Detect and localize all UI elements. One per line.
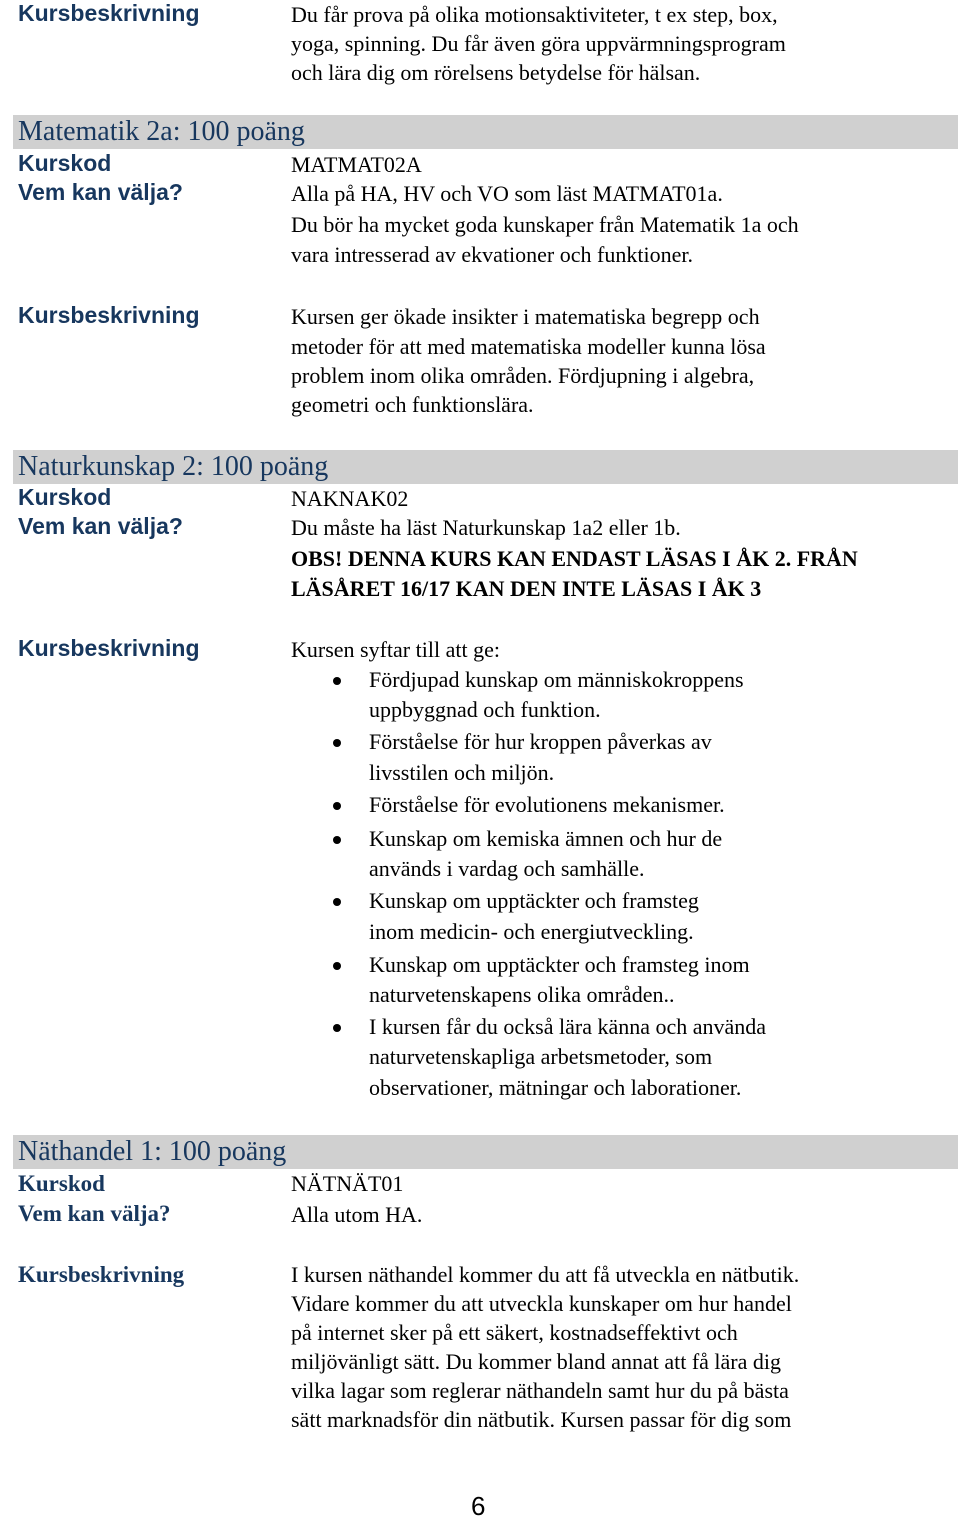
section-heading-matematik: Matematik 2a: 100 poäng	[18, 116, 305, 147]
kursbeskrivning-label: Kursbeskrivning	[18, 1262, 185, 1287]
obs-notice-line: LÄSÅRET 16/17 KAN DEN INTE LÄSAS I ÅK 3	[291, 576, 762, 601]
list-item: Förståelse för evolutionens mekanismer.	[369, 792, 725, 817]
desc-line: I kursen näthandel kommer du att få utveckla en nätbutik.	[291, 1262, 800, 1287]
vem-label: Vem kan välja?	[18, 1201, 171, 1226]
who-line: Du måste ha läst Naturkunskap 1a2 eller 1b.	[291, 515, 681, 540]
list-item: Kunskap om upptäckter och framsteg	[369, 888, 699, 913]
course-code: MATMAT02A	[291, 152, 422, 177]
top-desc-label: Kursbeskrivning	[18, 0, 200, 26]
vem-label: Vem kan välja?	[18, 179, 183, 205]
list-item: Förståelse för hur kroppen påverkas av	[369, 729, 712, 754]
desc-line: miljövänligt sätt. Du kommer bland annat att få lära dig	[291, 1349, 781, 1374]
list-item: Fördjupad kunskap om människokroppens	[369, 667, 744, 692]
kursbeskrivning-label: Kursbeskrivning	[18, 302, 200, 328]
vem-label: Vem kan välja?	[18, 513, 183, 539]
section-heading-naturkunskap: Naturkunskap 2: 100 poäng	[18, 451, 329, 482]
desc-line: metoder för att med matematiska modeller kunna lösa	[291, 334, 766, 359]
top-desc-line: yoga, spinning. Du får även göra uppvärmningsprogram	[291, 31, 786, 56]
list-item: används i vardag och samhälle.	[369, 856, 645, 881]
list-item: Kunskap om upptäckter och framsteg inom	[369, 952, 750, 977]
section-heading-nathandel: Näthandel 1: 100 poäng	[18, 1136, 287, 1167]
list-item: Kunskap om kemiska ämnen och hur de	[369, 826, 723, 851]
bullet-icon	[333, 1024, 341, 1032]
who-line: Alla på HA, HV och VO som läst MATMAT01a.	[291, 181, 723, 206]
list-item: livsstilen och miljön.	[369, 760, 555, 785]
list-item: inom medicin- och energiutveckling.	[369, 919, 694, 944]
kurskod-label: Kurskod	[18, 1171, 105, 1196]
desc-line: geometri och funktionslära.	[291, 392, 534, 417]
desc-line: Vidare kommer du att utveckla kunskaper om hur handel	[291, 1291, 792, 1316]
who-line: Du bör ha mycket goda kunskaper från Matematik 1a och	[291, 212, 799, 237]
kurskod-label: Kurskod	[18, 484, 112, 510]
list-item: naturvetenskapliga arbetsmetoder, som	[369, 1044, 713, 1069]
top-desc-line: Du får prova på olika motionsaktiviteter, t ex step, box,	[291, 2, 778, 27]
course-code: NAKNAK02	[291, 486, 409, 511]
desc-line: sätt marknadsför din nätbutik. Kursen passar för dig som	[291, 1407, 792, 1432]
list-item: uppbyggnad och funktion.	[369, 697, 601, 722]
list-item: naturvetenskapens olika områden..	[369, 982, 675, 1007]
bullet-icon	[333, 962, 341, 970]
desc-line: problem inom olika områden. Fördjupning i algebra,	[291, 363, 755, 388]
bullet-icon	[333, 739, 341, 747]
page-number: 6	[471, 1491, 486, 1521]
who-line: Alla utom HA.	[291, 1202, 423, 1227]
kursbeskrivning-label: Kursbeskrivning	[18, 635, 200, 661]
bullet-icon	[333, 836, 341, 844]
bullet-icon	[333, 802, 341, 810]
desc-line: vilka lagar som reglerar näthandeln samt hur du på bästa	[291, 1378, 789, 1403]
desc-intro: Kursen syftar till att ge:	[291, 637, 500, 662]
kurskod-label: Kurskod	[18, 150, 112, 176]
course-code: NÄTNÄT01	[291, 1171, 404, 1196]
who-line: vara intresserad av ekvationer och funktioner.	[291, 242, 693, 267]
desc-line: på internet sker på ett säkert, kostnadseffektivt och	[291, 1320, 738, 1345]
top-desc-line: och lära dig om rörelsens betydelse för hälsan.	[291, 60, 701, 85]
list-item: I kursen får du också lära känna och använda	[369, 1014, 767, 1039]
obs-notice-line: OBS! DENNA KURS KAN ENDAST LÄSAS I ÅK 2. FRÅN	[291, 546, 858, 571]
desc-line: Kursen ger ökade insikter i matematiska begrepp och	[291, 304, 760, 329]
list-item: observationer, mätningar och laborationer.	[369, 1075, 742, 1100]
bullet-icon	[333, 898, 341, 906]
bullet-icon	[333, 677, 341, 685]
